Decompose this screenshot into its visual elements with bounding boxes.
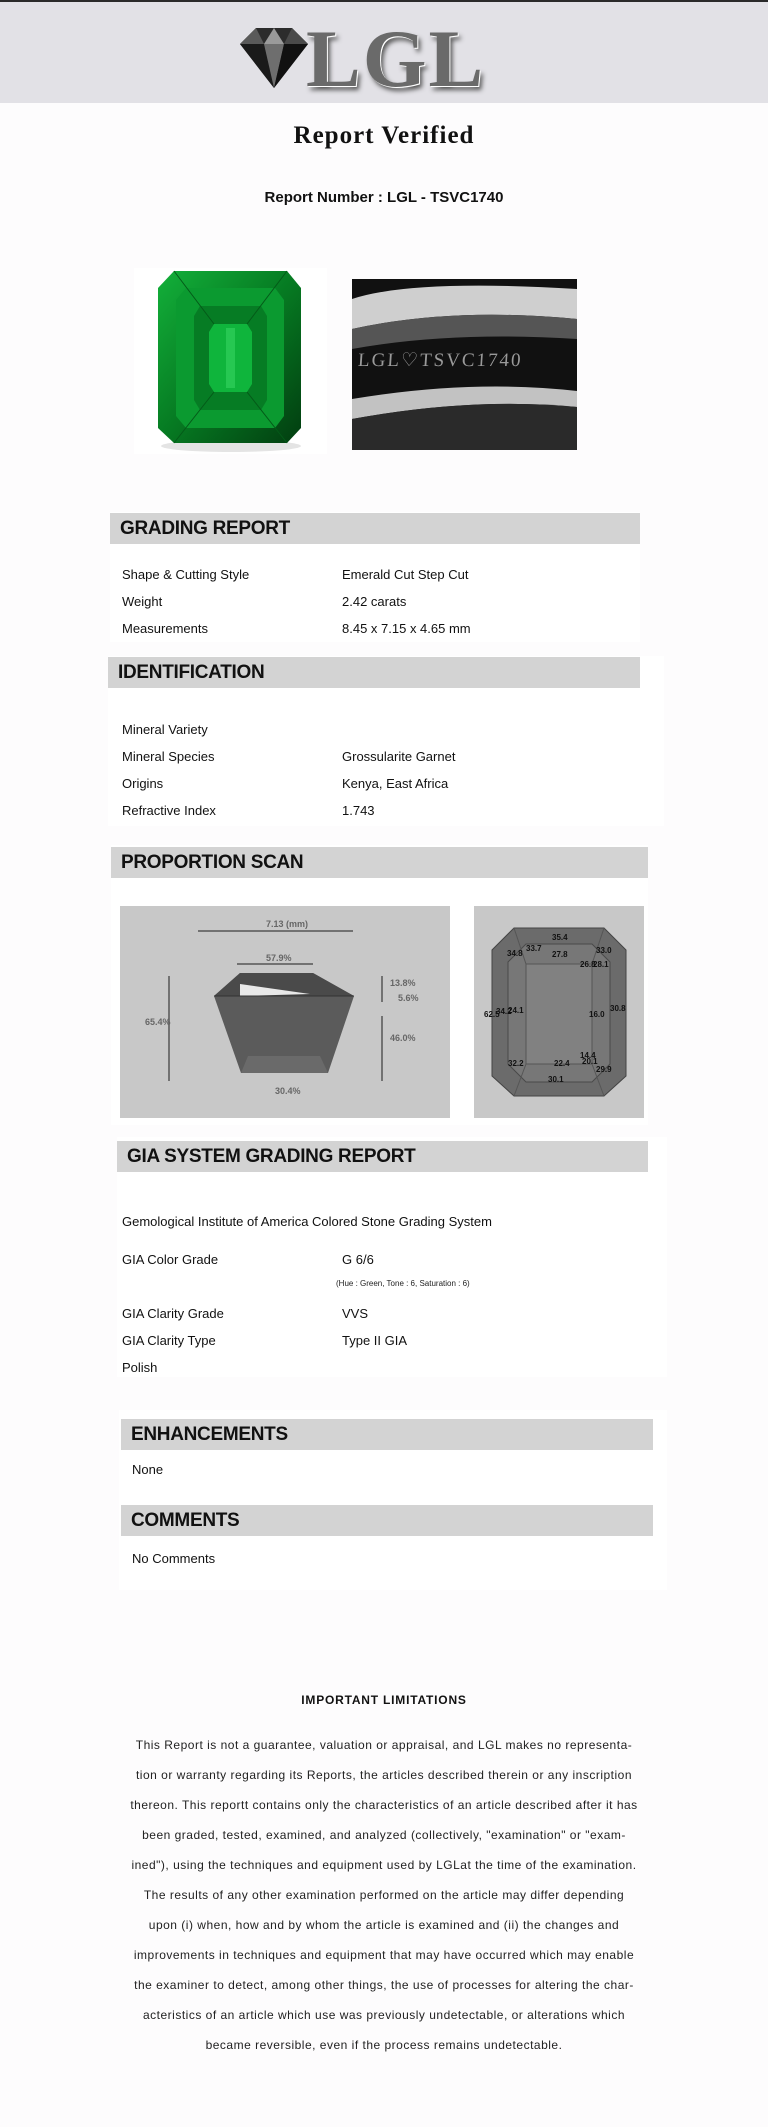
limitations-line: been graded, tested, examined, and analyzed (collectively, "examination" or "exam- <box>142 1828 626 1842</box>
ident-value-species: Grossularite Garnet <box>342 749 456 764</box>
limitations-line: improvements in techniques and equipment that may have occurred which may enable <box>133 1948 635 1962</box>
label-total-depth: 65.4% <box>145 1017 171 1027</box>
diamond-icon <box>234 22 314 92</box>
top-label-11: 16.0 <box>589 1010 605 1019</box>
limitations-line: thereon. This reportt contains only the characteristics of an article described after it has <box>130 1798 638 1812</box>
top-label-7: 28.1 <box>593 960 609 969</box>
limitations-line: The results of any other examination performed on the article may differ depending <box>143 1888 625 1902</box>
label-table: 57.9% <box>266 953 292 963</box>
limitations-line: tion or warranty regarding its Reports, the articles described therein or any inscription <box>135 1768 633 1782</box>
ident-label-variety: Mineral Variety <box>122 722 208 737</box>
grading-label-measurements: Measurements <box>122 621 208 636</box>
gia-color-label: GIA Color Grade <box>122 1252 219 1267</box>
lgl-logo[interactable] <box>234 13 494 104</box>
top-label-17: 29.9 <box>596 1065 612 1074</box>
top-label-6: 26.8 <box>580 960 596 969</box>
top-label-13: 14.4 <box>580 1051 596 1060</box>
limitations-line: ined"), using the techniques and equipment used by LGLat the time of the examination. <box>131 1858 637 1872</box>
enhancements-value: None <box>132 1462 164 1477</box>
proportion-heading: PROPORTION SCAN <box>111 847 648 878</box>
grading-value-shape: Emerald Cut Step Cut <box>342 567 469 582</box>
ident-value-ri: 1.743 <box>342 803 375 818</box>
top-label-18: 30.1 <box>548 1075 564 1084</box>
logo-text: LGL <box>306 13 486 104</box>
label-width: 7.13 (mm) <box>266 919 309 929</box>
top-label-2: 33.7 <box>526 944 542 953</box>
gia-color-value: G 6/6 <box>342 1252 374 1267</box>
page-title: Report Verified <box>293 122 475 149</box>
ident-label-species: Mineral Species <box>122 749 215 764</box>
limitations-line: became reversible, even if the process remains undetectable. <box>205 2038 563 2052</box>
top-label-10: 24.1 <box>508 1006 524 1015</box>
ident-label-ri: Refractive Index <box>122 803 216 818</box>
grading-value-measurements: 8.45 x 7.15 x 4.65 mm <box>342 621 471 636</box>
gia-polish-label: Polish <box>122 1360 158 1375</box>
gia-system-text: Gemological Institute of America Colored Stone Grading System <box>122 1214 492 1229</box>
gemstone-photo <box>134 268 327 454</box>
top-label-9: 34.2 <box>496 1007 512 1016</box>
inscription-text: LGL♡TSVC1740 <box>357 350 524 371</box>
top-label-12: 30.8 <box>610 1004 626 1013</box>
top-label-1: 35.4 <box>552 933 568 942</box>
limitations-line: the examiner to detect, among other things, the use of processes for altering the char- <box>134 1978 634 1992</box>
grading-label-weight: Weight <box>122 594 163 609</box>
limitations-line: upon (i) when, how and by whom the article is examined and (ii) the changes and <box>148 1918 620 1932</box>
top-label-14: 20.1 <box>582 1057 598 1066</box>
gia-clarity-type-value: Type II GIA <box>342 1333 408 1348</box>
top-label-15: 32.2 <box>508 1059 524 1068</box>
top-view-diagram <box>474 906 644 1118</box>
inscription-photo <box>352 279 577 450</box>
gia-heading: GIA SYSTEM GRADING REPORT <box>117 1141 648 1172</box>
grading-report-heading: GRADING REPORT <box>110 513 640 544</box>
gia-clarity-type-label: GIA Clarity Type <box>122 1333 216 1348</box>
top-label-4: 27.8 <box>552 950 568 959</box>
limitations-line: This Report is not a guarantee, valuation or appraisal, and LGL makes no representa- <box>135 1738 633 1752</box>
report-number: Report Number : LGL - TSVC1740 <box>264 189 504 206</box>
label-crown: 13.8% <box>390 978 416 988</box>
top-label-16: 22.4 <box>554 1059 570 1068</box>
grading-value-weight: 2.42 carats <box>342 594 407 609</box>
header-bar <box>0 2 768 103</box>
gia-color-note: (Hue : Green, Tone : 6, Saturation : 6) <box>336 1279 470 1288</box>
label-pavilion: 46.0% <box>390 1033 416 1043</box>
grading-label-shape: Shape & Cutting Style <box>122 567 250 582</box>
ident-value-origins: Kenya, East Africa <box>342 776 449 791</box>
label-girdle: 5.6% <box>398 993 419 1003</box>
limitations-title: IMPORTANT LIMITATIONS <box>301 1693 467 1707</box>
comments-value: No Comments <box>132 1551 216 1566</box>
enhancements-heading: ENHANCEMENTS <box>121 1419 653 1450</box>
side-profile-diagram <box>120 906 450 1118</box>
gia-clarity-value: VVS <box>342 1306 369 1321</box>
label-culet: 30.4% <box>275 1086 301 1096</box>
top-label-5: 33.0 <box>596 946 612 955</box>
identification-heading: IDENTIFICATION <box>108 657 640 688</box>
gia-clarity-label: GIA Clarity Grade <box>122 1306 224 1321</box>
top-label-8: 62.5 <box>484 1010 500 1019</box>
limitations-line: acteristics of an article which use was previously undetectable, or alterations which <box>142 2008 626 2022</box>
ident-label-origins: Origins <box>122 776 164 791</box>
top-label-3: 34.8 <box>507 949 523 958</box>
comments-heading: COMMENTS <box>121 1505 653 1536</box>
